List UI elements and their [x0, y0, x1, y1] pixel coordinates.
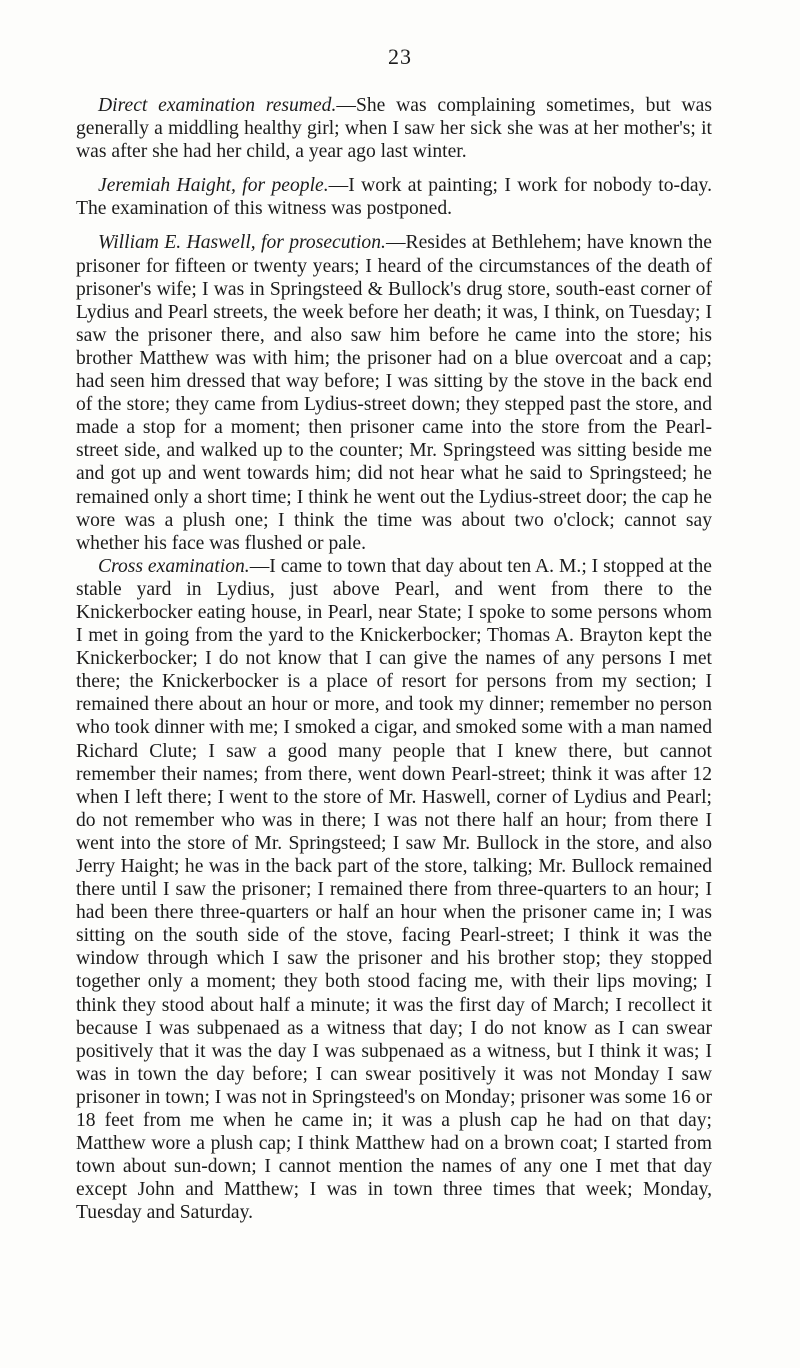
paragraph-lead: Cross examination. — [98, 555, 250, 577]
paragraph-text: —Resides at Bethlehem; have known the prisoner for fifteen or twenty years; I heard of the circumstances of the death of prisoner's wife; I was in Springsteed & Bullock's drug store, south-east corner of Lydius and Pearl streets, the week before her death; it was, I think, on Tuesday; I saw the prisoner there, and also saw him before he came into the store; his brother Matthew was with him; the prisoner had on a blue overcoat and a cap; had seen him dressed that way before; I was sitting by the stove in the back end of the store; they came from Lydius-street down; they stepped past the store, and made a stop for a moment; then prisoner came into the store from the Pearl-street side, and walked up to the counter; Mr. Springsteed was sitting beside me and got up and went towards him; did not hear what he said to Springsteed; he remained only a short time; I think he went out the Lydius-street door; the cap he wore was a plush one; I think the time was about two o'clock; cannot say whether his face was flushed or pale. — [76, 232, 712, 554]
page-body — [76, 94, 712, 1225]
paragraph-william-haswell — [76, 231, 712, 554]
paragraph-jeremiah-haight — [76, 174, 712, 220]
paragraph-lead: Jeremiah Haight, for people. — [98, 175, 329, 197]
paragraph-lead: William E. Haswell, for prosecution. — [98, 232, 386, 254]
paragraph-cross-examination — [76, 555, 712, 1225]
paragraph-text: —I work at painting; I work for nobody to-day. The examination of this witness was postponed. — [76, 175, 712, 220]
paragraph-lead: Direct examination resumed. — [98, 95, 337, 116]
paragraph-text: —She was complaining sometimes, but was generally a middling healthy girl; when I saw her sick she was at her mother's; it was after she had her child, a year ago last winter. — [76, 95, 712, 163]
paragraph-text: —I came to town that day about ten A. M.; I stopped at the stable yard in Lydius, just above Pearl, and went from there to the Knickerbocker eating house, in Pearl, near State; I spoke to some persons whom I met in going from the yard to the Knickerbocker; Thomas A. Brayton kept the Knickerbocker; I do not know that I can give the names of any persons I met there; the Knickerbocker is a place of resort for persons from my section; I remained there about an hour or more, and took my dinner; remember no person who took dinner with me; I smoked a cigar, and smoked some with a man named Richard Clute; I saw a good many people that I knew there, but cannot remember their names; from there, went down Pearl-street; think it was after 12 when I left there; I went to the store of Mr. Haswell, corner of Lydius and Pearl; do not remember who was in there; I was not there half an hour; from there I went into the store of Mr. Springsteed; I saw Mr. Bullock in the store, and also Jerry Haight; he was in the back part of the store, talking; Mr. Bullock remained there until I saw the prisoner; I remained there from three-quarters to an hour; I had been there three-quarters or half an hour when the prisoner came in; I was sitting on the south side of the stove, facing Pearl-street; I think it was the window through which I saw the prisoner and his brother stop; they stopped together only a moment; they both stood facing me, with their lips moving; I think they stood about half a minute; it was the first day of March; I recollect it because I was subpenaed as a witness that day; I do not know as I can swear positively that it was the day I was subpenaed as a witness, but I think it was; I was in town the day before; I can swear positively it was not Monday I saw prisoner in town; I was not in Springsteed's on Monday; prisoner was some 16 or 18 feet from me when he came in; it was a plush cap he had on that day; Matthew wore a plush cap; I think Matthew had on a brown coat; I started from town about sun-down; I cannot mention the names of any one I met that day except John and Matthew; I was in town three times that week; Monday, Tuesday and Saturday. — [76, 555, 713, 1224]
page-number: 23 — [388, 44, 412, 69]
paragraph-direct-examination — [76, 94, 712, 163]
